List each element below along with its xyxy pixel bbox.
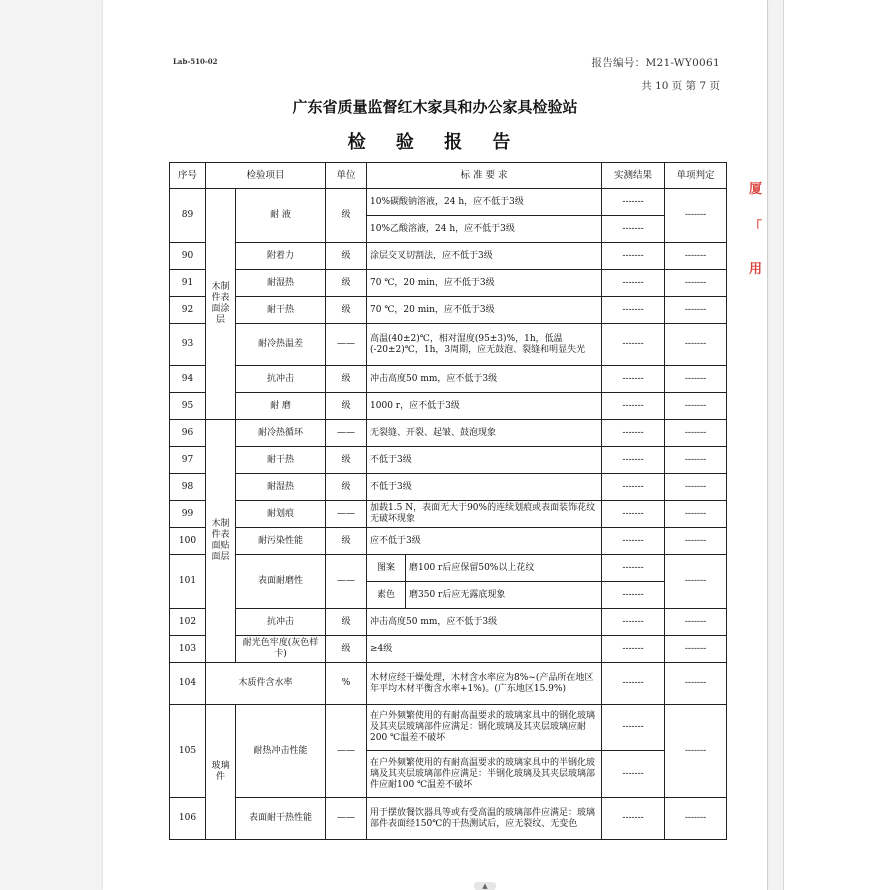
row-standard: 应不低于3级 — [367, 528, 602, 555]
scroll-up-button[interactable] — [474, 882, 496, 890]
row-standard: 用于摆放餐饮器具等或有受高温的玻璃部件应满足：玻璃部件表面经150℃的干热测试后，应无裂纹、无变色 — [367, 798, 602, 840]
seal-fragment: 用 — [749, 262, 763, 277]
row-item: 耐冷热循环 — [236, 420, 326, 447]
row-item: 抗冲击 — [236, 609, 326, 636]
row-unit: 级 — [326, 189, 367, 243]
row-verdict: ------- — [665, 393, 727, 420]
row-unit: 级 — [326, 393, 367, 420]
row-no: 93 — [170, 324, 206, 366]
row-item: 附着力 — [236, 243, 326, 270]
chevron-up-icon: ▲ — [482, 882, 488, 890]
row-no: 92 — [170, 297, 206, 324]
row-no: 94 — [170, 366, 206, 393]
row-result: ------- — [602, 501, 665, 528]
row-unit: —— — [326, 705, 367, 798]
report-title: 检 验 报 告 — [347, 132, 523, 153]
row-standard: 不低于3级 — [367, 447, 602, 474]
row-unit: —— — [326, 324, 367, 366]
row-no: 90 — [170, 243, 206, 270]
row-verdict: ------- — [665, 501, 727, 528]
row-standard: 在户外频繁使用的有耐高温要求的玻璃家具中的钢化玻璃及其夹层玻璃部件应满足：钢化玻璃及其夹层玻璃应耐200 ℃温差不破坏 — [367, 705, 602, 751]
row-result: ------- — [602, 189, 665, 216]
inspection-table — [169, 162, 727, 840]
row-result: ------- — [602, 366, 665, 393]
row-verdict: ------- — [665, 528, 727, 555]
row-standard: ≥4级 — [367, 636, 602, 663]
row-standard: 涂层交叉切割法，应不低于3级 — [367, 243, 602, 270]
row-standard: 70 ℃，20 min，应不低于3级 — [367, 270, 602, 297]
row-result: ------- — [602, 243, 665, 270]
header-result: 实测结果 — [602, 163, 665, 189]
seal-fragment: 「 — [749, 220, 763, 235]
report-page — [103, 0, 767, 890]
row-unit: 级 — [326, 528, 367, 555]
row-verdict: ------- — [665, 798, 727, 840]
row-sub-label: 素色 — [367, 582, 406, 609]
row-result: ------- — [602, 393, 665, 420]
row-result: ------- — [602, 528, 665, 555]
page-count: 共 10 页 第 7 页 — [641, 80, 720, 92]
row-item: 抗冲击 — [236, 366, 326, 393]
row-verdict: ------- — [665, 366, 727, 393]
table-row — [170, 270, 727, 297]
row-item: 表面耐干热性能 — [236, 798, 326, 840]
header-verdict: 单项判定 — [665, 163, 727, 189]
row-verdict: ------- — [665, 663, 727, 705]
header-no: 序号 — [170, 163, 206, 189]
organization-title: 广东省质量监督红木家具和办公家具检验站 — [292, 98, 578, 116]
row-standard: 10%乙酸溶液，24 h，应不低于3级 — [367, 216, 602, 243]
row-verdict: ------- — [665, 705, 727, 798]
row-standard: 1000 r，应不低于3级 — [367, 393, 602, 420]
row-result: ------- — [602, 705, 665, 751]
row-no: 100 — [170, 528, 206, 555]
row-result: ------- — [602, 216, 665, 243]
row-no: 102 — [170, 609, 206, 636]
row-no: 99 — [170, 501, 206, 528]
row-unit: 级 — [326, 447, 367, 474]
table-row — [170, 663, 727, 705]
row-no: 104 — [170, 663, 206, 705]
table-row — [170, 798, 727, 840]
row-item: 表面耐磨性 — [236, 555, 326, 609]
row-result: ------- — [602, 751, 665, 798]
table-row — [170, 555, 727, 582]
row-unit: 级 — [326, 297, 367, 324]
table-row — [170, 474, 727, 501]
row-result: ------- — [602, 297, 665, 324]
row-standard: 磨100 r后应保留50%以上花纹 — [406, 555, 602, 582]
table-row — [170, 528, 727, 555]
row-standard: 不低于3级 — [367, 474, 602, 501]
row-item: 耐热冲击性能 — [236, 705, 326, 798]
row-unit: 级 — [326, 270, 367, 297]
row-no: 101 — [170, 555, 206, 609]
group-wood-veneer: 木制件表面贴面层 — [206, 420, 236, 663]
row-unit: —— — [326, 555, 367, 609]
table-row — [170, 447, 727, 474]
table-row — [170, 297, 727, 324]
row-result: ------- — [602, 447, 665, 474]
row-unit: 级 — [326, 474, 367, 501]
table-row — [170, 393, 727, 420]
row-verdict: ------- — [665, 189, 727, 243]
row-item: 耐湿热 — [236, 474, 326, 501]
row-item: 耐 磨 — [236, 393, 326, 420]
row-no: 106 — [170, 798, 206, 840]
row-item: 耐光色牢度(灰色样卡) — [236, 636, 326, 663]
table-row — [170, 501, 727, 528]
row-standard: 冲击高度50 mm，应不低于3级 — [367, 366, 602, 393]
row-item: 耐湿热 — [236, 270, 326, 297]
row-result: ------- — [602, 609, 665, 636]
row-result: ------- — [602, 474, 665, 501]
row-no: 97 — [170, 447, 206, 474]
row-standard: 木材应经干燥处理，木材含水率应为8%~(产品所在地区年平均木材平衡含水率+1%)。(广东地区15.9%) — [367, 663, 602, 705]
row-item: 耐污染性能 — [236, 528, 326, 555]
row-verdict: ------- — [665, 297, 727, 324]
table-row — [170, 324, 727, 366]
row-standard: 冲击高度50 mm，应不低于3级 — [367, 609, 602, 636]
row-standard: 无裂缝、开裂、起皱、鼓泡现象 — [367, 420, 602, 447]
row-sub-label: 图案 — [367, 555, 406, 582]
table-row — [170, 189, 727, 216]
table-row — [170, 243, 727, 270]
row-no: 98 — [170, 474, 206, 501]
seal-fragment: 厦 — [749, 182, 763, 197]
row-verdict: ------- — [665, 447, 727, 474]
row-verdict: ------- — [665, 474, 727, 501]
table-row — [170, 609, 727, 636]
row-item: 耐 液 — [236, 189, 326, 243]
row-standard: 在户外频繁使用的有耐高温要求的玻璃家具中的半钢化玻璃及其夹层玻璃部件应满足：半钢化玻璃及其夹层玻璃部件应耐100 ℃温差不破坏 — [367, 751, 602, 798]
table-header-row — [170, 163, 727, 189]
group-glass: 玻璃件 — [206, 705, 236, 840]
row-result: ------- — [602, 798, 665, 840]
row-verdict: ------- — [665, 243, 727, 270]
row-standard: 高温(40±2)℃，相对湿度(95±3)%，1h，低温(-20±2)℃，1h，3周期，应无鼓泡、裂缝和明显失光 — [367, 324, 602, 366]
group-wood-coating: 木制件表面涂层 — [206, 189, 236, 420]
row-standard: 加载1.5 N，表面无大于90%的连续划痕或表面装饰花纹无破坏现象 — [367, 501, 602, 528]
row-no: 96 — [170, 420, 206, 447]
row-result: ------- — [602, 420, 665, 447]
row-standard: 磨350 r后应无露底现象 — [406, 582, 602, 609]
row-verdict: ------- — [665, 609, 727, 636]
row-item: 耐干热 — [236, 297, 326, 324]
row-result: ------- — [602, 270, 665, 297]
row-unit: 级 — [326, 636, 367, 663]
row-item: 木质件含水率 — [206, 663, 326, 705]
row-no: 91 — [170, 270, 206, 297]
table-row — [170, 366, 727, 393]
header-standard: 标 准 要 求 — [367, 163, 602, 189]
report-number: 报告编号：M21-WY0061 — [591, 57, 720, 69]
table-row — [170, 420, 727, 447]
row-unit: 级 — [326, 243, 367, 270]
row-standard: 70 ℃，20 min，应不低于3级 — [367, 297, 602, 324]
row-no: 105 — [170, 705, 206, 798]
header-unit: 单位 — [326, 163, 367, 189]
row-item: 耐冷热温差 — [236, 324, 326, 366]
header-item: 检验项目 — [206, 163, 326, 189]
row-unit: 级 — [326, 609, 367, 636]
lab-code: Lab-510-02 — [173, 57, 218, 66]
page-edge-divider — [767, 0, 768, 890]
table-row — [170, 636, 727, 663]
row-verdict: ------- — [665, 324, 727, 366]
table-row — [170, 705, 727, 751]
row-item: 耐干热 — [236, 447, 326, 474]
row-verdict: ------- — [665, 270, 727, 297]
row-item: 耐划痕 — [236, 501, 326, 528]
row-result: ------- — [602, 636, 665, 663]
row-result: ------- — [602, 582, 665, 609]
row-verdict: ------- — [665, 636, 727, 663]
row-unit: —— — [326, 420, 367, 447]
adjacent-page — [783, 0, 888, 890]
row-no: 89 — [170, 189, 206, 243]
row-result: ------- — [602, 324, 665, 366]
row-no: 103 — [170, 636, 206, 663]
row-unit: —— — [326, 501, 367, 528]
row-result: ------- — [602, 555, 665, 582]
row-verdict: ------- — [665, 555, 727, 609]
row-no: 95 — [170, 393, 206, 420]
row-result: ------- — [602, 663, 665, 705]
row-standard: 10%碳酸钠溶液，24 h，应不低于3级 — [367, 189, 602, 216]
row-unit: 级 — [326, 366, 367, 393]
row-verdict: ------- — [665, 420, 727, 447]
row-unit: —— — [326, 798, 367, 840]
row-unit: % — [326, 663, 367, 705]
